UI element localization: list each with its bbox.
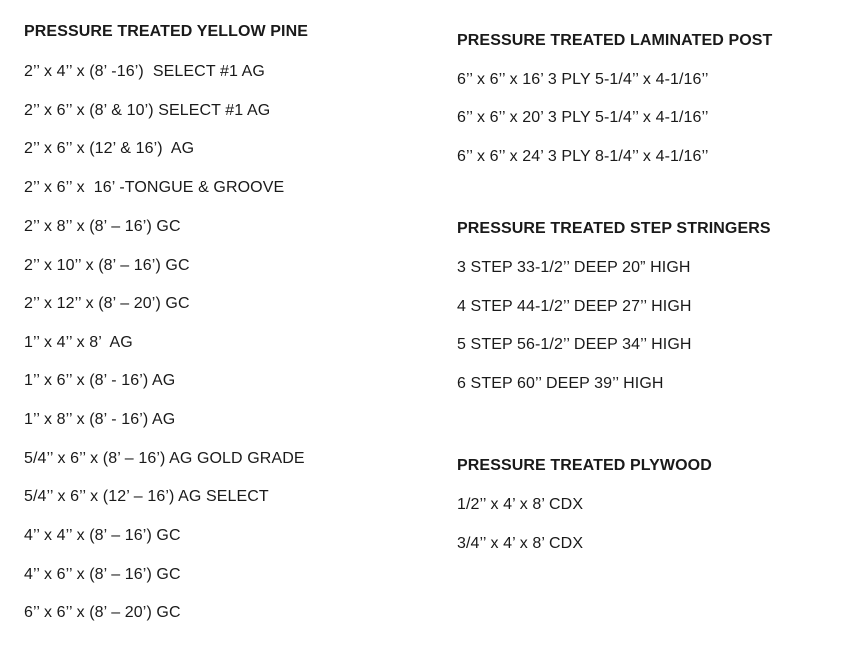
- list-item: 1/2’’ x 4’ x 8’ CDX: [457, 496, 584, 513]
- list-item: 2’’ x 6’’ x 16’ -TONGUE & GROOVE: [24, 179, 285, 196]
- list-item: 2’’ x 6’’ x (12’ & 16’) AG: [24, 140, 195, 157]
- list-item: 6’’ x 6’’ x 16’ 3 PLY 5-1/4’’ x 4-1/16’’: [457, 71, 709, 88]
- list-item: 6 STEP 60’’ DEEP 39’’ HIGH: [457, 375, 664, 392]
- list-item: 5 STEP 56-1/2’’ DEEP 34’’ HIGH: [457, 336, 692, 353]
- list-item: 1’’ x 4’’ x 8’ AG: [24, 334, 133, 351]
- list-item: 6’’ x 6’’ x (8’ – 20’) GC: [24, 604, 181, 621]
- list-item: 2’’ x 12’’ x (8’ – 20’) GC: [24, 295, 190, 312]
- list-item: 6’’ x 6’’ x 24’ 3 PLY 8-1/4’’ x 4-1/16’’: [457, 148, 709, 165]
- list-item: 4 STEP 44-1/2’’ DEEP 27’’ HIGH: [457, 298, 692, 315]
- list-item: 2’’ x 10’’ x (8’ – 16’) GC: [24, 257, 190, 274]
- list-item: 2’’ x 6’’ x (8’ & 10’) SELECT #1 AG: [24, 102, 271, 119]
- list-item: 4’’ x 6’’ x (8’ – 16’) GC: [24, 566, 181, 583]
- list-item: 1’’ x 6’’ x (8’ - 16’) AG: [24, 372, 176, 389]
- list-item: 5/4’’ x 6’’ x (12’ – 16’) AG SELECT: [24, 488, 269, 505]
- laminated-post-heading: PRESSURE TREATED LAMINATED POST: [457, 32, 773, 49]
- plywood-heading: PRESSURE TREATED PLYWOOD: [457, 457, 712, 474]
- yellow-pine-heading: PRESSURE TREATED YELLOW PINE: [24, 23, 309, 40]
- list-item: 5/4’’ x 6’’ x (8’ – 16’) AG GOLD GRADE: [24, 450, 305, 467]
- list-item: 2’’ x 8’’ x (8’ – 16’) GC: [24, 218, 181, 235]
- list-item: 3 STEP 33-1/2’’ DEEP 20” HIGH: [457, 259, 691, 276]
- list-item: 2’’ x 4’’ x (8’ -16’) SELECT #1 AG: [24, 63, 265, 80]
- list-item: 3/4’’ x 4’ x 8’ CDX: [457, 535, 584, 552]
- list-item: 4’’ x 4’’ x (8’ – 16’) GC: [24, 527, 181, 544]
- step-stringers-heading: PRESSURE TREATED STEP STRINGERS: [457, 220, 771, 237]
- list-item: 6’’ x 6’’ x 20’ 3 PLY 5-1/4’’ x 4-1/16’’: [457, 109, 709, 126]
- list-item: 1’’ x 8’’ x (8’ - 16’) AG: [24, 411, 176, 428]
